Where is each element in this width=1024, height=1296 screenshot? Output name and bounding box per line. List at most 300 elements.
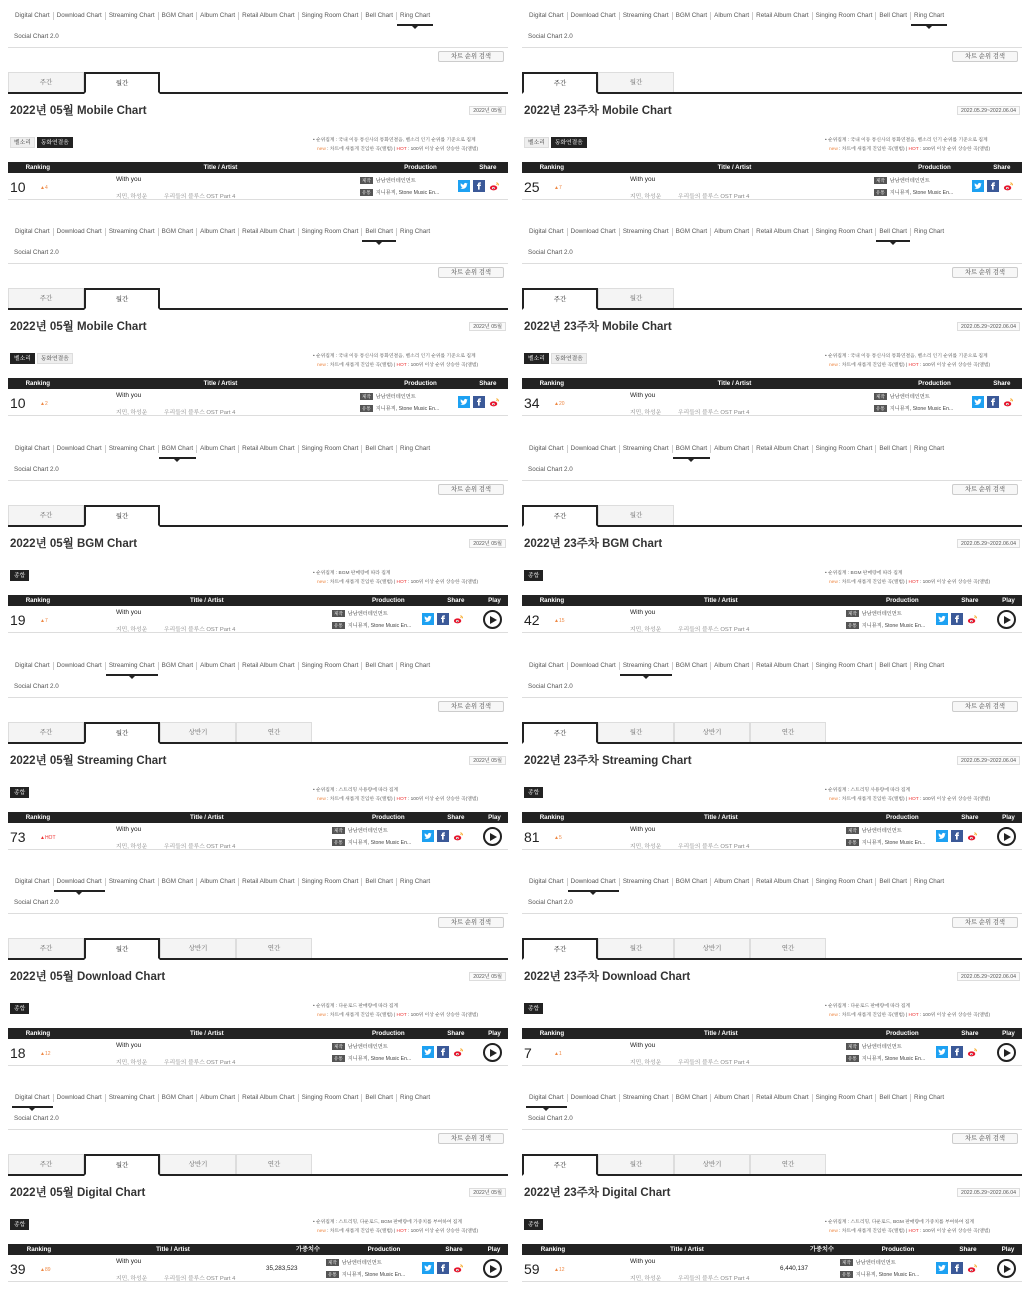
nav-item-digital-chart[interactable]: Digital Chart xyxy=(526,662,568,670)
distributor-name: 지니뮤직, Stone Music En... xyxy=(861,623,926,629)
tab-monthly[interactable]: 월간 xyxy=(84,1154,160,1176)
song-artist[interactable]: 지민, 하성운 xyxy=(630,1276,662,1282)
facebook-icon[interactable] xyxy=(473,180,485,192)
share-buttons xyxy=(936,830,981,842)
song-title[interactable]: With you xyxy=(116,392,142,399)
tab-weekly[interactable]: 주간 xyxy=(522,938,598,960)
tab-weekly[interactable]: 주간 xyxy=(8,722,84,742)
nav-item-download-chart[interactable]: Download Chart xyxy=(54,662,106,670)
tab-monthly[interactable]: 월간 xyxy=(84,722,160,744)
nav-item-album-chart[interactable]: Album Chart xyxy=(711,12,753,20)
song-album[interactable]: 우리들의 블루스 OST Part 4 xyxy=(164,627,236,633)
tab-half[interactable]: 상반기 xyxy=(160,938,236,958)
nav-item-streaming-chart[interactable]: Streaming Chart xyxy=(620,445,673,453)
tab-monthly[interactable]: 월간 xyxy=(598,722,674,742)
nav-item-singing-room-chart[interactable]: Singing Room Chart xyxy=(299,878,363,886)
tab-monthly[interactable]: 월간 xyxy=(598,938,674,958)
nav-item-ring-chart[interactable]: Ring Chart xyxy=(914,662,945,669)
song-title[interactable]: With you xyxy=(116,609,142,616)
header-ranking: Ranking xyxy=(25,1030,51,1037)
chart-rank-search-button[interactable]: 차트 순위 검색 xyxy=(952,917,1018,928)
nav-item-singing-room-chart[interactable]: Singing Room Chart xyxy=(299,228,363,236)
distributor-tag: 유통 xyxy=(334,1056,343,1061)
song-artist[interactable]: 지민, 하성운 xyxy=(116,194,148,200)
nav-item-download-chart[interactable]: Download Chart xyxy=(568,228,620,236)
nav-item-album-chart[interactable]: Album Chart xyxy=(711,878,753,886)
nav-item-retail-album-chart[interactable]: Retail Album Chart xyxy=(239,878,299,886)
filter-bell[interactable]: 벨소리 xyxy=(10,353,35,364)
nav-item-download-chart[interactable]: Download Chart xyxy=(568,662,620,670)
chart-rank-search-button[interactable]: 차트 순위 검색 xyxy=(952,484,1018,495)
twitter-icon[interactable] xyxy=(458,180,470,192)
facebook-icon[interactable] xyxy=(951,830,963,842)
filter-total[interactable]: 종합 xyxy=(10,1003,29,1014)
nav-item-digital-chart[interactable]: Digital Chart xyxy=(12,662,54,670)
header-title-artist: Title / Artist xyxy=(189,1030,224,1037)
song-artist[interactable]: 지민, 하성운 xyxy=(116,627,148,633)
song-album[interactable]: 우리들의 블루스 OST Part 4 xyxy=(678,1060,750,1066)
nav-item-singing-room-chart[interactable]: Singing Room Chart xyxy=(813,662,877,670)
twitter-icon[interactable] xyxy=(936,1046,948,1058)
nav-item-download-chart[interactable]: Download Chart xyxy=(54,12,106,20)
nav-item-social-chart[interactable]: Social Chart 2.0 xyxy=(8,680,508,698)
nav-item-album-chart[interactable]: Album Chart xyxy=(197,445,239,453)
nav-item-social-chart[interactable]: Social Chart 2.0 xyxy=(8,896,508,914)
weibo-icon[interactable] xyxy=(1002,180,1014,192)
song-album[interactable]: 우리들의 블루스 OST Part 4 xyxy=(678,1276,750,1282)
nav-item-ring-chart[interactable]: Ring Chart xyxy=(914,228,945,235)
play-button[interactable] xyxy=(483,1259,502,1278)
nav-item-retail-album-chart[interactable]: Retail Album Chart xyxy=(239,445,299,453)
facebook-icon[interactable] xyxy=(437,1046,449,1058)
tab-monthly[interactable]: 월간 xyxy=(84,938,160,960)
song-artist[interactable]: 지민, 하성운 xyxy=(630,627,662,633)
nav-item-streaming-chart[interactable]: Streaming Chart xyxy=(106,228,159,236)
weibo-icon[interactable] xyxy=(452,613,464,625)
nav-item-album-chart[interactable]: Album Chart xyxy=(711,662,753,670)
weibo-icon[interactable] xyxy=(488,396,500,408)
filter-total[interactable]: 종합 xyxy=(524,787,543,798)
nav-item-bell-chart[interactable]: Bell Chart xyxy=(876,12,911,20)
tab-monthly[interactable]: 월간 xyxy=(84,505,160,527)
chart-rank-search-button[interactable]: 차트 순위 검색 xyxy=(438,1133,504,1144)
tab-yearly[interactable]: 연간 xyxy=(236,722,312,742)
twitter-icon[interactable] xyxy=(936,613,948,625)
nav-item-streaming-chart[interactable]: Streaming Chart xyxy=(106,445,159,453)
filter-total[interactable]: 종합 xyxy=(10,570,29,581)
nav-item-bell-chart[interactable]: Bell Chart xyxy=(362,12,397,20)
nav-item-album-chart[interactable]: Album Chart xyxy=(711,445,753,453)
nav-item-retail-album-chart[interactable]: Retail Album Chart xyxy=(239,1094,299,1102)
period-tabs xyxy=(522,938,1022,960)
nav-item-digital-chart[interactable]: Digital Chart xyxy=(12,1094,54,1102)
nav-item-bgm-chart[interactable]: BGM Chart xyxy=(159,12,198,20)
nav-item-streaming-chart[interactable]: Streaming Chart xyxy=(106,1094,159,1102)
table-row xyxy=(522,389,1022,416)
song-album[interactable]: 우리들의 블루스 OST Part 4 xyxy=(164,1060,236,1066)
nav-item-digital-chart[interactable]: Digital Chart xyxy=(12,878,54,886)
song-album[interactable]: 우리들의 블루스 OST Part 4 xyxy=(678,627,750,633)
tab-yearly[interactable]: 연간 xyxy=(750,1154,826,1174)
filter-video-ring[interactable]: 동화연결음 xyxy=(551,137,587,148)
tab-yearly[interactable]: 연간 xyxy=(236,1154,312,1174)
tab-weekly[interactable]: 주간 xyxy=(8,1154,84,1174)
period-selector[interactable]: 2022년 05월 xyxy=(469,972,506,981)
tab-yearly[interactable]: 연간 xyxy=(750,722,826,742)
nav-item-singing-room-chart[interactable]: Singing Room Chart xyxy=(813,1094,877,1102)
tab-monthly[interactable]: 월간 xyxy=(598,288,674,308)
song-album[interactable]: 우리들의 블루스 OST Part 4 xyxy=(678,194,750,200)
producer-tag: 제작 xyxy=(334,611,343,616)
nav-item-bgm-chart[interactable]: BGM Chart xyxy=(159,1094,198,1102)
weibo-icon[interactable] xyxy=(452,1262,464,1274)
chart-rank-search-button[interactable]: 차트 순위 검색 xyxy=(438,267,504,278)
nav-item-album-chart[interactable]: Album Chart xyxy=(711,228,753,236)
nav-item-bell-chart[interactable]: Bell Chart xyxy=(876,662,911,670)
nav-item-singing-room-chart[interactable]: Singing Room Chart xyxy=(813,228,877,236)
weibo-icon[interactable] xyxy=(452,1046,464,1058)
tab-monthly[interactable]: 월간 xyxy=(598,72,674,92)
tab-half[interactable]: 상반기 xyxy=(160,1154,236,1174)
chart-rank-search-button[interactable]: 차트 순위 검색 xyxy=(438,484,504,495)
tab-half[interactable]: 상반기 xyxy=(674,1154,750,1174)
twitter-icon[interactable] xyxy=(422,1046,434,1058)
weibo-icon[interactable] xyxy=(452,830,464,842)
tab-monthly[interactable]: 월간 xyxy=(598,505,674,525)
period-selector[interactable]: 2022.05.29~2022.06.04 xyxy=(957,1188,1020,1197)
weibo-icon[interactable] xyxy=(966,1046,978,1058)
filter-video-ring[interactable]: 동화연결음 xyxy=(551,353,587,364)
twitter-icon[interactable] xyxy=(936,830,948,842)
filter-bell[interactable]: 벨소리 xyxy=(524,137,549,148)
nav-item-retail-album-chart[interactable]: Retail Album Chart xyxy=(753,445,813,453)
nav-item-album-chart[interactable]: Album Chart xyxy=(197,662,239,670)
period-selector[interactable]: 2022.05.29~2022.06.04 xyxy=(957,322,1020,331)
filter-total[interactable]: 종합 xyxy=(10,787,29,798)
nav-item-bgm-chart[interactable]: BGM Chart xyxy=(673,228,712,236)
facebook-icon[interactable] xyxy=(987,180,999,192)
filter-video-ring[interactable]: 동화연결음 xyxy=(37,353,73,364)
song-artist[interactable]: 지민, 하성운 xyxy=(116,844,148,850)
song-title[interactable]: With you xyxy=(630,1042,656,1049)
filter-bell[interactable]: 벨소리 xyxy=(10,137,35,148)
nav-item-ring-chart[interactable]: Ring Chart xyxy=(400,878,431,885)
nav-item-digital-chart[interactable]: Digital Chart xyxy=(526,1094,568,1102)
weibo-icon[interactable] xyxy=(488,180,500,192)
nav-item-bell-chart[interactable]: Bell Chart xyxy=(362,662,397,670)
filter-total[interactable]: 종합 xyxy=(10,1219,29,1230)
nav-item-retail-album-chart[interactable]: Retail Album Chart xyxy=(239,662,299,670)
nav-item-social-chart[interactable]: Social Chart 2.0 xyxy=(8,1112,508,1130)
nav-item-streaming-chart[interactable]: Streaming Chart xyxy=(106,12,159,20)
nav-item-bell-chart[interactable]: Bell Chart xyxy=(362,445,397,453)
chart-type-nav xyxy=(8,870,508,886)
twitter-icon[interactable] xyxy=(458,396,470,408)
filter-total[interactable]: 종합 xyxy=(524,1219,543,1230)
nav-item-singing-room-chart[interactable]: Singing Room Chart xyxy=(299,662,363,670)
period-selector[interactable]: 2022년 05월 xyxy=(469,539,506,548)
tab-weekly[interactable]: 주간 xyxy=(8,288,84,308)
weibo-icon[interactable] xyxy=(966,613,978,625)
song-title[interactable]: With you xyxy=(116,826,142,833)
tab-weekly[interactable]: 주간 xyxy=(522,1154,598,1176)
filter-total[interactable]: 종합 xyxy=(524,570,543,581)
tab-weekly[interactable]: 주간 xyxy=(522,722,598,744)
song-album[interactable]: 우리들의 블루스 OST Part 4 xyxy=(678,410,750,416)
song-title[interactable]: With you xyxy=(630,1258,656,1265)
tab-monthly[interactable]: 월간 xyxy=(598,1154,674,1174)
nav-item-album-chart[interactable]: Album Chart xyxy=(197,878,239,886)
nav-item-ring-chart[interactable]: Ring Chart xyxy=(914,445,945,452)
nav-item-bgm-chart[interactable]: BGM Chart xyxy=(159,228,198,236)
header-title-artist: Title / Artist xyxy=(717,380,752,387)
nav-item-singing-room-chart[interactable]: Singing Room Chart xyxy=(299,445,363,453)
nav-item-bell-chart[interactable]: Bell Chart xyxy=(876,1094,911,1102)
nav-item-download-chart[interactable]: Download Chart xyxy=(568,1094,620,1102)
facebook-icon[interactable] xyxy=(951,1262,963,1274)
tab-weekly[interactable]: 주간 xyxy=(8,72,84,92)
nav-item-bell-chart[interactable]: Bell Chart xyxy=(876,228,911,236)
tab-half[interactable]: 상반기 xyxy=(674,722,750,742)
tab-weekly[interactable]: 주간 xyxy=(8,505,84,525)
nav-item-bgm-chart[interactable]: BGM Chart xyxy=(159,878,198,886)
chart-nav-wrap xyxy=(8,437,508,463)
play-button[interactable] xyxy=(997,1259,1016,1278)
song-album[interactable]: 우리들의 블루스 OST Part 4 xyxy=(164,1276,236,1282)
nav-item-digital-chart[interactable]: Digital Chart xyxy=(526,445,568,453)
nav-item-singing-room-chart[interactable]: Singing Room Chart xyxy=(299,1094,363,1102)
nav-item-ring-chart[interactable]: Ring Chart xyxy=(397,12,433,20)
nav-item-bgm-chart[interactable]: BGM Chart xyxy=(673,12,712,20)
play-button[interactable] xyxy=(483,1043,502,1062)
filter-total[interactable]: 종합 xyxy=(524,1003,543,1014)
tab-half[interactable]: 상반기 xyxy=(674,938,750,958)
nav-item-retail-album-chart[interactable]: Retail Album Chart xyxy=(239,228,299,236)
tab-weekly[interactable]: 주간 xyxy=(522,288,598,310)
facebook-icon[interactable] xyxy=(473,396,485,408)
facebook-icon[interactable] xyxy=(951,613,963,625)
chart-rank-search-button[interactable]: 차트 순위 검색 xyxy=(438,917,504,928)
period-selector[interactable]: 2022년 05월 xyxy=(469,1188,506,1197)
nav-item-album-chart[interactable]: Album Chart xyxy=(197,1094,239,1102)
period-selector[interactable]: 2022.05.29~2022.06.04 xyxy=(957,756,1020,765)
filter-video-ring[interactable]: 동화연결음 xyxy=(37,137,73,148)
chart-nav-wrap xyxy=(8,1086,508,1112)
song-artist[interactable]: 지민, 하성운 xyxy=(116,1276,148,1282)
song-artist[interactable]: 지민, 하성운 xyxy=(116,410,148,416)
facebook-icon[interactable] xyxy=(987,396,999,408)
song-album[interactable]: 우리들의 블루스 OST Part 4 xyxy=(678,844,750,850)
facebook-icon[interactable] xyxy=(951,1046,963,1058)
nav-item-streaming-chart[interactable]: Streaming Chart xyxy=(620,12,673,20)
nav-item-bgm-chart[interactable]: BGM Chart xyxy=(673,1094,712,1102)
nav-item-digital-chart[interactable]: Digital Chart xyxy=(526,12,568,20)
distributor-line xyxy=(846,837,925,849)
producer-line xyxy=(846,825,925,837)
nav-item-bgm-chart[interactable]: BGM Chart xyxy=(159,445,198,453)
table-row xyxy=(8,173,508,200)
tab-monthly[interactable]: 월간 xyxy=(84,288,160,310)
facebook-icon[interactable] xyxy=(437,830,449,842)
weibo-icon[interactable] xyxy=(966,830,978,842)
facebook-icon[interactable] xyxy=(437,613,449,625)
facebook-icon[interactable] xyxy=(437,1262,449,1274)
weibo-icon[interactable] xyxy=(966,1262,978,1274)
nav-item-bgm-chart[interactable]: BGM Chart xyxy=(673,662,712,670)
producer-line xyxy=(846,608,925,620)
nav-item-download-chart[interactable]: Download Chart xyxy=(54,228,106,236)
play-button[interactable] xyxy=(997,1043,1016,1062)
nav-item-bgm-chart[interactable]: BGM Chart xyxy=(673,878,712,886)
play-button[interactable] xyxy=(483,610,502,629)
nav-item-streaming-chart[interactable]: Streaming Chart xyxy=(620,228,673,236)
chart-rank-search-button[interactable]: 차트 순위 검색 xyxy=(952,267,1018,278)
nav-item-singing-room-chart[interactable]: Singing Room Chart xyxy=(813,878,877,886)
chart-rank-search-button[interactable]: 차트 순위 검색 xyxy=(438,51,504,62)
play-button[interactable] xyxy=(997,610,1016,629)
song-title[interactable]: With you xyxy=(116,176,142,183)
nav-item-digital-chart[interactable]: Digital Chart xyxy=(12,228,54,236)
header-title-artist: Title / Artist xyxy=(703,1030,738,1037)
chart-rank-search-button[interactable]: 차트 순위 검색 xyxy=(952,1133,1018,1144)
song-title[interactable]: With you xyxy=(630,392,656,399)
chart-rank-search-button[interactable]: 차트 순위 검색 xyxy=(952,701,1018,712)
nav-item-download-chart[interactable]: Download Chart xyxy=(54,1094,106,1102)
nav-item-social-chart[interactable]: Social Chart 2.0 xyxy=(522,463,1022,481)
nav-item-ring-chart[interactable]: Ring Chart xyxy=(914,878,945,885)
nav-item-ring-chart[interactable]: Ring Chart xyxy=(914,1094,945,1101)
twitter-icon[interactable] xyxy=(936,1262,948,1274)
nav-item-digital-chart[interactable]: Digital Chart xyxy=(526,878,568,886)
song-artist[interactable]: 지민, 하성운 xyxy=(630,1060,662,1066)
nav-item-retail-album-chart[interactable]: Retail Album Chart xyxy=(753,1094,813,1102)
twitter-icon[interactable] xyxy=(972,396,984,408)
nav-item-digital-chart[interactable]: Digital Chart xyxy=(12,445,54,453)
nav-item-retail-album-chart[interactable]: Retail Album Chart xyxy=(753,878,813,886)
play-button[interactable] xyxy=(997,827,1016,846)
twitter-icon[interactable] xyxy=(972,180,984,192)
header-production: Production xyxy=(885,814,919,821)
period-selector[interactable]: 2022년 05월 xyxy=(469,322,506,331)
nav-item-download-chart[interactable]: Download Chart xyxy=(568,878,620,886)
nav-item-social-chart[interactable]: Social Chart 2.0 xyxy=(8,30,508,48)
period-selector[interactable]: 2022년 05월 xyxy=(469,756,506,765)
filter-bell[interactable]: 벨소리 xyxy=(524,353,549,364)
song-album[interactable]: 우리들의 블루스 OST Part 4 xyxy=(164,410,236,416)
nav-item-retail-album-chart[interactable]: Retail Album Chart xyxy=(753,228,813,236)
nav-item-retail-album-chart[interactable]: Retail Album Chart xyxy=(753,662,813,670)
title-row xyxy=(8,527,508,561)
nav-item-singing-room-chart[interactable]: Singing Room Chart xyxy=(813,12,877,20)
nav-item-retail-album-chart[interactable]: Retail Album Chart xyxy=(239,12,299,20)
twitter-icon[interactable] xyxy=(422,613,434,625)
tab-weekly[interactable]: 주간 xyxy=(522,505,598,527)
nav-item-social-chart[interactable]: Social Chart 2.0 xyxy=(522,246,1022,264)
tab-half[interactable]: 상반기 xyxy=(160,722,236,742)
twitter-icon[interactable] xyxy=(422,830,434,842)
twitter-icon[interactable] xyxy=(422,1262,434,1274)
song-title[interactable]: With you xyxy=(116,1042,142,1049)
nav-item-bell-chart[interactable]: Bell Chart xyxy=(362,228,397,236)
nav-item-social-chart[interactable]: Social Chart 2.0 xyxy=(522,1112,1022,1130)
nav-item-social-chart[interactable]: Social Chart 2.0 xyxy=(522,680,1022,698)
period-selector[interactable]: 2022년 05월 xyxy=(469,106,506,115)
tab-monthly[interactable]: 월간 xyxy=(84,72,160,94)
header-production: Production xyxy=(371,1030,405,1037)
tab-yearly[interactable]: 연간 xyxy=(236,938,312,958)
nav-item-bgm-chart[interactable]: BGM Chart xyxy=(159,662,198,670)
period-selector[interactable]: 2022.05.29~2022.06.04 xyxy=(957,539,1020,548)
song-album[interactable]: 우리들의 블루스 OST Part 4 xyxy=(164,194,236,200)
song-title[interactable]: With you xyxy=(630,609,656,616)
nav-item-retail-album-chart[interactable]: Retail Album Chart xyxy=(753,12,813,20)
nav-item-streaming-chart[interactable]: Streaming Chart xyxy=(620,662,673,670)
weibo-icon[interactable] xyxy=(1002,396,1014,408)
note-criteria: • 순위집계 : 스트리밍 사용량에 따라 집계 xyxy=(313,788,399,793)
nav-item-download-chart[interactable]: Download Chart xyxy=(568,12,620,20)
nav-item-album-chart[interactable]: Album Chart xyxy=(197,228,239,236)
period-selector[interactable]: 2022.05.29~2022.06.04 xyxy=(957,106,1020,115)
play-button[interactable] xyxy=(483,827,502,846)
nav-item-download-chart[interactable]: Download Chart xyxy=(568,445,620,453)
nav-item-ring-chart[interactable]: Ring Chart xyxy=(400,228,431,235)
nav-item-bgm-chart[interactable]: BGM Chart xyxy=(673,445,712,453)
chart-rank-search-button[interactable]: 차트 순위 검색 xyxy=(952,51,1018,62)
nav-item-streaming-chart[interactable]: Streaming Chart xyxy=(106,662,159,670)
nav-item-download-chart[interactable]: Download Chart xyxy=(54,878,106,886)
nav-item-social-chart[interactable]: Social Chart 2.0 xyxy=(522,896,1022,914)
nav-item-digital-chart[interactable]: Digital Chart xyxy=(526,228,568,236)
nav-item-ring-chart[interactable]: Ring Chart xyxy=(400,1094,431,1101)
song-artist[interactable]: 지민, 하성운 xyxy=(630,410,662,416)
nav-item-singing-room-chart[interactable]: Singing Room Chart xyxy=(813,445,877,453)
song-artist[interactable]: 지민, 하성운 xyxy=(630,194,662,200)
nav-item-bell-chart[interactable]: Bell Chart xyxy=(362,1094,397,1102)
nav-item-download-chart[interactable]: Download Chart xyxy=(54,445,106,453)
distributor-tag: 유통 xyxy=(876,406,885,411)
song-album[interactable]: 우리들의 블루스 OST Part 4 xyxy=(164,844,236,850)
song-title[interactable]: With you xyxy=(630,176,656,183)
nav-item-ring-chart[interactable]: Ring Chart xyxy=(400,662,431,669)
song-artist[interactable]: 지민, 하성운 xyxy=(630,844,662,850)
nav-item-digital-chart[interactable]: Digital Chart xyxy=(12,12,54,20)
tab-weekly[interactable]: 주간 xyxy=(522,72,598,94)
song-artist[interactable]: 지민, 하성운 xyxy=(116,1060,148,1066)
nav-item-singing-room-chart[interactable]: Singing Room Chart xyxy=(299,12,363,20)
production-info xyxy=(840,1257,919,1281)
chart-rank-search-button[interactable]: 차트 순위 검색 xyxy=(438,701,504,712)
nav-item-streaming-chart[interactable]: Streaming Chart xyxy=(620,1094,673,1102)
nav-item-streaming-chart[interactable]: Streaming Chart xyxy=(620,878,673,886)
period-tabs xyxy=(522,1154,1022,1176)
nav-item-album-chart[interactable]: Album Chart xyxy=(197,12,239,20)
song-title[interactable]: With you xyxy=(116,1258,142,1265)
nav-item-album-chart[interactable]: Album Chart xyxy=(711,1094,753,1102)
nav-item-bell-chart[interactable]: Bell Chart xyxy=(362,878,397,886)
tab-yearly[interactable]: 연간 xyxy=(750,938,826,958)
nav-item-streaming-chart[interactable]: Streaming Chart xyxy=(106,878,159,886)
nav-item-bell-chart[interactable]: Bell Chart xyxy=(876,878,911,886)
nav-item-ring-chart[interactable]: Ring Chart xyxy=(911,12,947,20)
song-title[interactable]: With you xyxy=(630,826,656,833)
nav-item-social-chart[interactable]: Social Chart 2.0 xyxy=(522,30,1022,48)
tab-weekly[interactable]: 주간 xyxy=(8,938,84,958)
nav-item-ring-chart[interactable]: Ring Chart xyxy=(400,445,431,452)
nav-item-bell-chart[interactable]: Bell Chart xyxy=(876,445,911,453)
period-selector[interactable]: 2022.05.29~2022.06.04 xyxy=(957,972,1020,981)
nav-item-social-chart[interactable]: Social Chart 2.0 xyxy=(8,246,508,264)
nav-item-social-chart[interactable]: Social Chart 2.0 xyxy=(8,463,508,481)
